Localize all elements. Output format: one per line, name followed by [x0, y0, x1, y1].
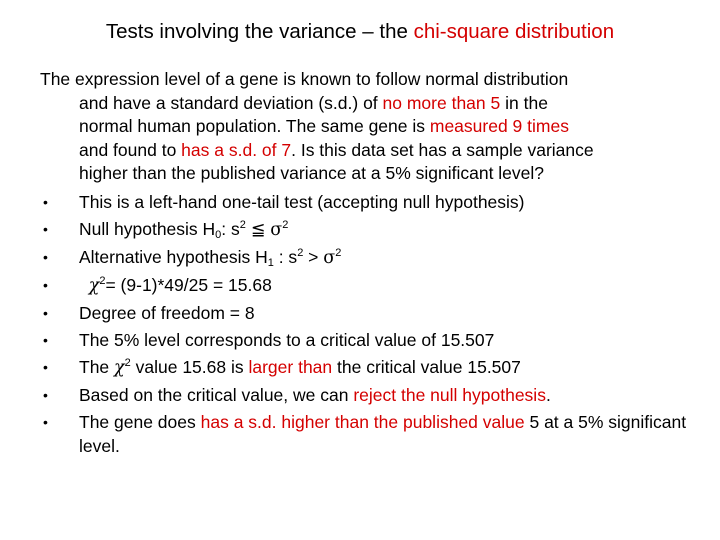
conclusion-start: The gene does	[79, 412, 201, 432]
intro-line-4-text: and found to	[79, 139, 182, 160]
bullet-icon: •	[43, 359, 48, 375]
bullet-icon: •	[43, 221, 48, 237]
intro-line-4	[40, 139, 700, 163]
alt-hypothesis-label: Alternative hypothesis H	[79, 247, 268, 267]
intro-line-3	[40, 115, 700, 139]
list-item	[0, 302, 694, 326]
bullet-icon: •	[43, 305, 48, 321]
list-item	[0, 411, 694, 458]
alternative-hypothesis	[79, 247, 341, 267]
superscript: 2	[297, 247, 304, 259]
superscript: 2	[282, 219, 289, 231]
list-item	[0, 384, 694, 408]
leq-symbol: ≦	[245, 219, 271, 239]
list-item	[0, 274, 694, 299]
bullet-icon: •	[43, 414, 48, 430]
intro-line-3-text: normal human population. The same gene is	[79, 116, 430, 136]
intro-line-5: higher than the published variance at a 5% significant level?	[79, 163, 545, 183]
superscript: 2	[99, 275, 106, 287]
chi-comparison-start: The	[79, 357, 115, 377]
bullet-text: This is a left-hand one-tail test (accepting null hypothesis)	[79, 192, 525, 212]
decision-end: .	[545, 385, 551, 405]
superscript: 2	[335, 247, 342, 259]
sigma-symbol: σ	[270, 220, 283, 240]
chi-square-formula	[79, 275, 272, 295]
superscript: 2	[239, 219, 246, 231]
bullet-icon: •	[43, 332, 48, 348]
list-item	[0, 356, 694, 381]
null-hypothesis-s: : s	[221, 219, 240, 239]
bullet-icon: •	[43, 387, 48, 403]
null-hypothesis	[79, 219, 288, 239]
title-text: Tests involving the variance – the	[105, 20, 414, 43]
alt-hypothesis-s: : s	[273, 247, 298, 267]
intro-line-2-highlight: no more than 5	[382, 92, 501, 113]
decision-start: Based on the critical value, we can	[79, 385, 354, 405]
superscript: 2	[124, 357, 131, 369]
conclusion-highlight: has a s.d. higher than the published value	[200, 412, 525, 432]
title-highlight: chi-square distribution	[413, 20, 615, 43]
decision-highlight: reject the null hypothesis	[353, 385, 546, 405]
chi-formula-text: = (9-1)*49/25 = 15.68	[105, 275, 272, 295]
intro-line-4-highlight: has a s.d. of 7	[181, 139, 292, 160]
list-item	[0, 191, 694, 215]
bullet-icon: •	[43, 277, 48, 293]
sigma-symbol: σ	[323, 248, 336, 268]
intro-line-4-end: . Is this data set has a sample variance	[291, 139, 594, 160]
list-item	[0, 218, 694, 243]
chi-comparison-highlight: larger than	[248, 357, 333, 377]
bullet-icon: •	[43, 194, 48, 210]
chi-comparison	[79, 357, 521, 377]
bullet-text: The 5% level corresponds to a critical value of 15.507	[79, 330, 495, 350]
decision	[79, 385, 551, 405]
bullet-list	[0, 191, 720, 462]
bullet-icon: •	[43, 249, 48, 265]
bullet-text: Degree of freedom = 8	[79, 303, 255, 323]
problem-statement	[40, 68, 700, 186]
intro-line-3-highlight: measured 9 times	[429, 116, 569, 136]
list-item	[0, 246, 694, 271]
gt-symbol: >	[303, 247, 324, 267]
slide-title	[0, 18, 720, 46]
chi-symbol: χ	[88, 276, 100, 296]
null-hypothesis-label: Null hypothesis H	[79, 219, 216, 239]
chi-symbol: χ	[114, 358, 125, 378]
intro-line-1: The expression level of a gene is known to follow normal distribution	[40, 69, 569, 89]
conclusion	[79, 412, 686, 456]
subscript: 1	[267, 257, 274, 269]
intro-line-2	[40, 92, 700, 116]
intro-line-2-end: in the	[500, 92, 548, 113]
chi-comparison-end: the critical value 15.507	[332, 357, 521, 377]
conclusion-end: 5 at a 5% significant level.	[79, 412, 687, 456]
intro-line-2-text: and have a standard deviation (s.d.) of	[79, 92, 383, 113]
subscript: 0	[215, 229, 222, 241]
list-item	[0, 329, 694, 353]
chi-comparison-mid: value 15.68 is	[130, 357, 249, 377]
